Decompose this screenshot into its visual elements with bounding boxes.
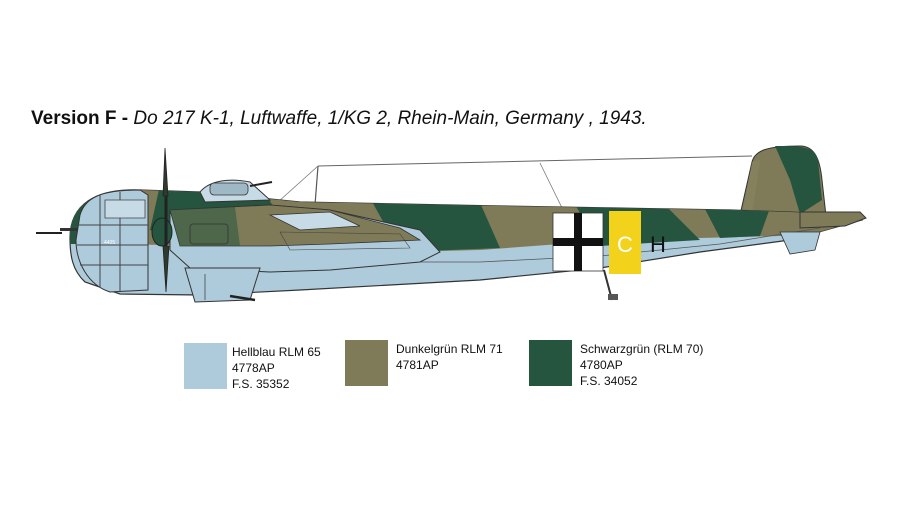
color-name: Dunkelgrün RLM 71 bbox=[396, 342, 503, 356]
aircraft-description: Do 217 K-1, Luftwaffe, 1/KG 2, Rhein-Main, Germany , 1943. bbox=[133, 108, 647, 129]
color-name: Schwarzgrün (RLM 70) bbox=[580, 342, 704, 356]
color-label-hellblau bbox=[232, 344, 321, 392]
version-label: Version F bbox=[31, 108, 117, 129]
color-name: Hellblau RLM 65 bbox=[232, 345, 321, 359]
color-code: 4781AP bbox=[396, 358, 439, 372]
title-separator: - bbox=[116, 108, 134, 129]
color-label-dunkelgruen bbox=[396, 341, 503, 373]
fuselage-code-letter-h: H bbox=[650, 232, 666, 257]
fuselage-code-letter: C bbox=[617, 232, 633, 257]
color-swatch-schwarzgruen bbox=[529, 340, 572, 386]
tail-fin bbox=[740, 146, 826, 216]
tail-wheel bbox=[604, 270, 618, 300]
color-swatch-dunkelgruen bbox=[345, 340, 388, 386]
color-code: 4778AP bbox=[232, 361, 275, 375]
nose-glazing bbox=[36, 190, 148, 292]
color-fs: F.S. 35352 bbox=[232, 377, 290, 391]
color-fs: F.S. 34052 bbox=[580, 374, 638, 388]
balkenkreuz-marking bbox=[553, 213, 603, 271]
color-swatch-hellblau bbox=[184, 343, 227, 389]
color-label-schwarzgruen bbox=[580, 341, 703, 389]
lower-gondola bbox=[185, 268, 260, 302]
color-code: 4780AP bbox=[580, 358, 623, 372]
nose-serial: 4405 bbox=[104, 240, 116, 246]
cockpit-canopy bbox=[200, 180, 272, 202]
